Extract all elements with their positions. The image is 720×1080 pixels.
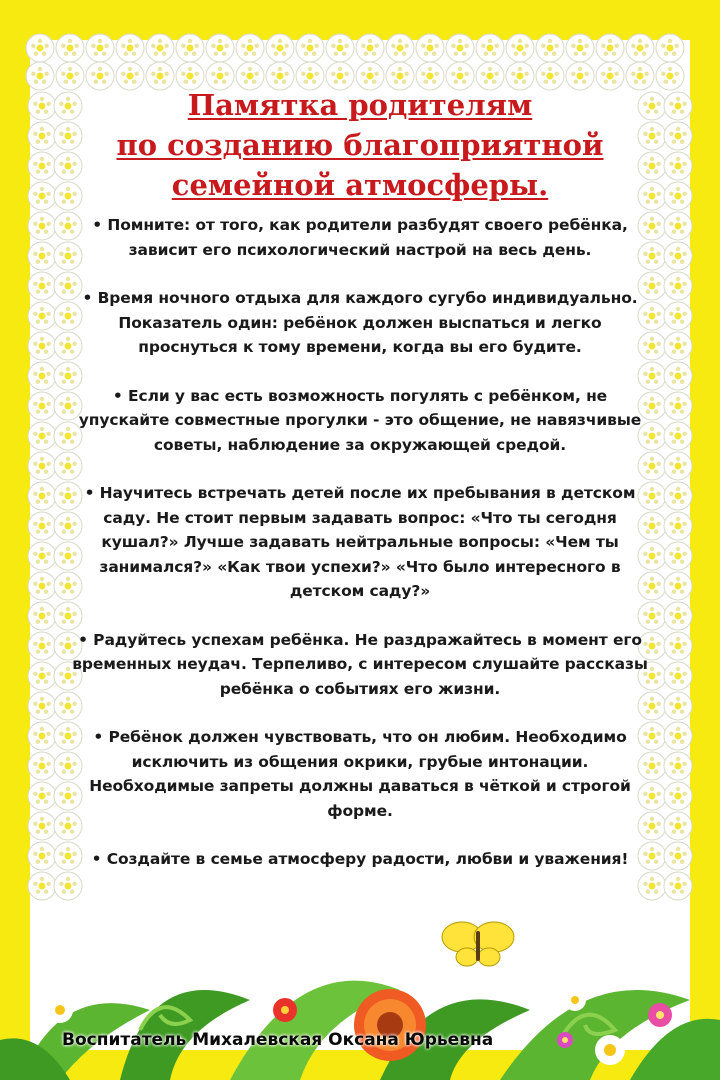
- title-line-1: Памятка родителям: [187, 88, 533, 122]
- lace-flower-icon: [28, 602, 56, 630]
- author-signature: Воспитатель Михалевская Оксана Юрьевна: [62, 1030, 494, 1050]
- lace-flower-icon: [28, 152, 56, 180]
- lace-flower-icon: [664, 542, 692, 570]
- lace-flower-icon: [664, 752, 692, 780]
- memo-content: [70, 85, 650, 896]
- lace-flower-icon: [28, 272, 56, 300]
- lace-flower-icon: [28, 722, 56, 750]
- lace-flower-icon: [664, 482, 692, 510]
- tip-meeting: • Научитесь встречать детей после их пребывания в детском саду. Не стоит первым задавать вопрос: «Что ты сегодня кушал?» Лучше задавать нейтральные вопросы: «Чем ты занимался?» «Как твои успехи?» «Что было интересного в детском саду?»: [84, 484, 636, 600]
- pink-flower: [557, 1032, 573, 1048]
- tip-morning: • Помните: от того, как родители разбудят своего ребёнка, зависит его психологический настрой на весь день.: [92, 216, 628, 259]
- pink-flower: [648, 1003, 672, 1027]
- lace-flower-icon: [664, 302, 692, 330]
- lace-flower-icon: [476, 34, 504, 62]
- daisy-flower: [564, 989, 586, 1011]
- lace-flower-icon: [664, 812, 692, 840]
- lace-flower-icon: [28, 542, 56, 570]
- lace-flower-icon: [386, 34, 414, 62]
- lace-flower-icon: [266, 34, 294, 62]
- lace-flower-icon: [664, 722, 692, 750]
- lace-flower-icon: [536, 34, 564, 62]
- lace-flower-icon: [664, 362, 692, 390]
- lace-flower-icon: [664, 272, 692, 300]
- title-line-2: по созданию благоприятной: [116, 128, 604, 162]
- lace-flower-icon: [28, 512, 56, 540]
- lace-flower-icon: [416, 34, 444, 62]
- leaf: [630, 1019, 720, 1080]
- red-flower: [273, 998, 297, 1022]
- lace-flower-icon: [28, 782, 56, 810]
- lace-flower-icon: [664, 842, 692, 870]
- lace-flower-icon: [664, 122, 692, 150]
- lace-flower-icon: [28, 482, 56, 510]
- lace-flower-icon: [664, 692, 692, 720]
- lace-flower-icon: [28, 572, 56, 600]
- lace-flower-icon: [356, 34, 384, 62]
- lace-flower-icon: [664, 662, 692, 690]
- lace-flower-icon: [664, 392, 692, 420]
- lace-flower-icon: [28, 632, 56, 660]
- lace-flower-icon: [664, 782, 692, 810]
- gerbera-flower: [354, 989, 426, 1061]
- tip-success: • Радуйтесь успехам ребёнка. Не раздражайтесь в момент его временных неудач. Терпеливо, с интересом слушайте рассказы ребёнка о событиях его жизни.: [72, 630, 648, 698]
- lace-flower-icon: [664, 632, 692, 660]
- page-title: [70, 85, 650, 205]
- lace-flower-icon: [28, 692, 56, 720]
- lace-flower-icon: [28, 302, 56, 330]
- lace-flower-icon: [28, 842, 56, 870]
- lace-flower-icon: [28, 182, 56, 210]
- lace-flower-icon: [664, 242, 692, 270]
- lace-flower-icon: [28, 122, 56, 150]
- lace-flower-icon: [664, 572, 692, 600]
- lace-flower-icon: [566, 34, 594, 62]
- lace-flower-icon: [664, 602, 692, 630]
- daisy-flower: [47, 997, 73, 1023]
- lace-flower-icon: [28, 392, 56, 420]
- lace-flower-icon: [116, 34, 144, 62]
- lace-flower-icon: [656, 62, 684, 90]
- lace-flower-icon: [26, 62, 54, 90]
- lace-flower-icon: [664, 212, 692, 240]
- lace-flower-icon: [626, 34, 654, 62]
- lace-flower-icon: [664, 92, 692, 120]
- lace-flower-icon: [28, 92, 56, 120]
- lace-flower-icon: [206, 34, 234, 62]
- tip-atmosphere: • Создайте в семье атмосферу радости, любви и уважения!: [91, 850, 629, 868]
- lace-flower-icon: [28, 332, 56, 360]
- lace-flower-icon: [506, 34, 534, 62]
- lace-flower-icon: [664, 182, 692, 210]
- lace-flower-icon: [28, 452, 56, 480]
- lace-flower-icon: [56, 34, 84, 62]
- lace-flower-icon: [236, 34, 264, 62]
- lace-flower-icon: [664, 422, 692, 450]
- lace-flower-icon: [176, 34, 204, 62]
- title-line-3: семейной атмосферы.: [171, 168, 549, 202]
- lace-flower-icon: [28, 662, 56, 690]
- tip-sleep: • Время ночного отдыха для каждого сугубо индивидуально. Показатель один: ребёнок должен выспаться и легко проснуться к тому времени, когда вы его будите.: [82, 289, 638, 356]
- daisy-flower: [595, 1035, 625, 1065]
- tip-love: • Ребёнок должен чувствовать, что он любим. Необходимо исключить из общения окрики, грубые интонации. Необходимые запреты должны даваться в чёткой и строгой форме.: [89, 728, 631, 820]
- flower-garden-decoration: [0, 890, 720, 1080]
- lace-flower-icon: [28, 242, 56, 270]
- lace-flower-icon: [28, 362, 56, 390]
- lace-flower-icon: [28, 812, 56, 840]
- lace-flower-icon: [28, 422, 56, 450]
- lace-flower-icon: [86, 34, 114, 62]
- lace-flower-icon: [664, 452, 692, 480]
- lace-flower-icon: [26, 34, 54, 62]
- lace-flower-icon: [446, 34, 474, 62]
- tip-walks: • Если у вас есть возможность погулять с ребёнком, не упускайте совместные прогулки - это общение, не навязчивые советы, наблюдение за окружающей средой.: [78, 386, 642, 454]
- lace-flower-icon: [146, 34, 174, 62]
- lace-flower-icon: [28, 212, 56, 240]
- lace-flower-icon: [596, 34, 624, 62]
- lace-flower-icon: [656, 34, 684, 62]
- lace-flower-icon: [326, 34, 354, 62]
- lace-flower-icon: [664, 152, 692, 180]
- lace-flower-icon: [28, 752, 56, 780]
- lace-flower-icon: [664, 512, 692, 540]
- butterfly-icon: [442, 922, 514, 966]
- lace-flower-icon: [664, 332, 692, 360]
- lace-flower-icon: [296, 34, 324, 62]
